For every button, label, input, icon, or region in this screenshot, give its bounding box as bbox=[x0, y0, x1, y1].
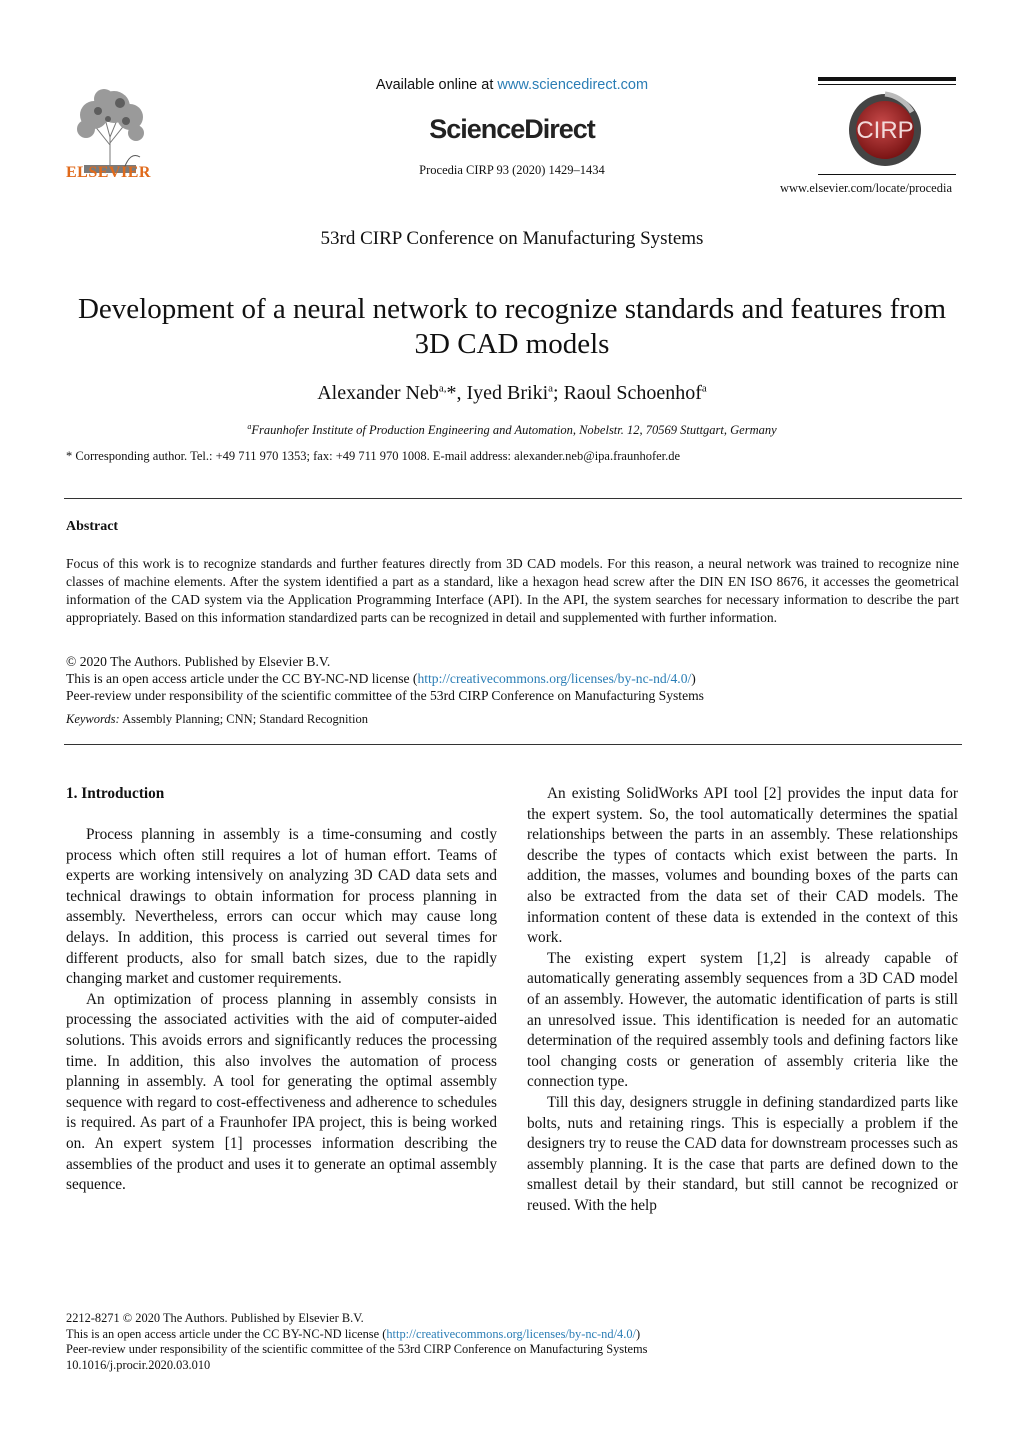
affiliation-mark: a bbox=[247, 422, 252, 431]
affiliation bbox=[0, 422, 1024, 438]
footer-license bbox=[66, 1327, 648, 1343]
abstract-text: Focus of this work is to recognize standards and further features directly from 3D CAD models. For this reason, a neural network was trained to recognize nine classes of machine elements. After the system identified a part as a standard, like a hexagon head screw after the DIN EN ISO 8676, it accesses the geometrical information of the CAD system via the Application Programming Interface (API). In the API, the system searches for necessary information to describe the part appropriately. Based on this information standardized parts can be recognized in detail and supplemented with further information. bbox=[66, 556, 959, 625]
sciencedirect-brand: ScienceDirect bbox=[429, 114, 595, 144]
keywords-list: Assembly Planning; CNN; Standard Recognition bbox=[119, 712, 368, 726]
author-affiliation-mark: a bbox=[701, 382, 707, 395]
elsevier-locate-link[interactable]: www.elsevier.com/locate/procedia bbox=[779, 181, 952, 195]
divider-bottom bbox=[64, 744, 962, 745]
divider-top bbox=[64, 498, 962, 499]
sciencedirect-link[interactable]: www.sciencedirect.com bbox=[497, 77, 649, 93]
footer-doi: 10.1016/j.procir.2020.03.010 bbox=[66, 1357, 211, 1372]
abstract-heading: Abstract bbox=[66, 519, 119, 534]
cirp-top-rule-thin bbox=[818, 84, 956, 85]
copyright-line: © 2020 The Authors. Published by Elsevier B.V. bbox=[66, 654, 331, 669]
author-separator: *, bbox=[446, 382, 467, 404]
author-name: Alexander Neb bbox=[317, 382, 439, 404]
cirp-top-rule bbox=[818, 77, 956, 81]
footer-license-prefix: This is an open access article under the CC BY-NC-ND license ( bbox=[66, 1326, 387, 1341]
available-prefix: Available online at bbox=[375, 77, 498, 93]
body-paragraph: An existing SolidWorks API tool [2] provides the input data for the expert system. So, the tool automatically determines the spatial relationships between the parts in an assembly. These relationships describe the types of contacts which exist between the parts. In addition, the masses, volumes and bounding boxes of the parts can also be extracted from the data set of their CAD models. The information content of these data is extended in the context of this work. bbox=[527, 785, 958, 947]
body-paragraph: An optimization of process planning in assembly consists in processing the associated activities with the aid of computer-aided solutions. This avoids errors and significantly reduces the processing time. In addition, this also involves the automation of process planning in assembly. A tool for generating the optimal assembly sequence with regard to cost-effectiveness and adherence to schedules is required. As part of a Fraunhofer IPA project, this is being worked on. An expert system [1] processes information describing the assemblies of the product and uses it to generate an optimal assembly sequence. bbox=[66, 990, 497, 1194]
cirp-logo bbox=[842, 90, 928, 170]
footer-peer-review: Peer-review under responsibility of the scientific committee of the 53rd CIRP Conference on Manufacturing Systems bbox=[66, 1342, 648, 1357]
publisher-logo-text: ELSEVIER bbox=[66, 164, 151, 181]
right-column bbox=[527, 784, 958, 1216]
body-paragraph: Process planning in assembly is a time-consuming and costly process which often still requires a lot of human effort. Teams of experts are working intensively on analyzing 3D CAD data sets and technical drawings to obtain information for process planning in assembly. Nevertheless, errors can occur which may cause long delays. In addition, this process is carried out several times for different products, also for small batch sizes, due to the rapidly changing market and customer requirements. bbox=[66, 826, 497, 988]
footer-copyright: 2212-8271 © 2020 The Authors. Published by Elsevier B.V. bbox=[66, 1311, 364, 1325]
cirp-bottom-rule bbox=[818, 174, 956, 175]
license-line bbox=[66, 670, 696, 688]
conference-name: 53rd CIRP Conference on Manufacturing Systems bbox=[320, 228, 704, 249]
footer-license-link[interactable]: http://creativecommons.org/licenses/by-nc-nd/4.0/ bbox=[386, 1326, 636, 1341]
author-name: Raoul Schoenhof bbox=[563, 382, 702, 404]
left-column bbox=[66, 825, 497, 1196]
author-separator: ; bbox=[553, 382, 564, 404]
license-link[interactable]: http://creativecommons.org/licenses/by-nc-nd/4.0/ bbox=[417, 671, 692, 686]
body-paragraph: Till this day, designers struggle in defining standardized parts like bolts, nuts and retaining rings. This is especially a problem if the designers try to reuse the CAD data for downstream processes such as assembly planning. It is the case that parts are defined down to the smallest detail by their standard, but still cannot be recognized or reused. With the help bbox=[527, 1093, 958, 1214]
license-prefix: This is an open access article under the CC BY-NC-ND license ( bbox=[66, 671, 418, 686]
keywords-label: Keywords: bbox=[66, 712, 120, 726]
affiliation-text: Fraunhofer Institute of Production Engineering and Automation, Nobelstr. 12, 70569 Stuttgart, Germany bbox=[251, 423, 777, 438]
author-name: Iyed Briki bbox=[466, 382, 549, 404]
journal-reference: Procedia CIRP 93 (2020) 1429–1434 bbox=[419, 163, 605, 177]
footer bbox=[66, 1311, 648, 1373]
license-suffix: ) bbox=[691, 671, 696, 686]
section-heading: 1. Introduction bbox=[66, 785, 165, 802]
body-paragraph: The existing expert system [1,2] is already capable of automatically generating assembly sequences from a 3D CAD model of an assembly. However, the automatic identification of parts is still an unresolved issue. This identification is needed for an automatic determination of the required assembly tools and defining factors like tool changing costs or generation of assembly criteria like the connection type. bbox=[527, 949, 958, 1091]
peer-review-line: Peer-review under responsibility of the scientific committee of the 53rd CIRP Conference on Manufacturing Systems bbox=[66, 688, 704, 703]
corresponding-author: * Corresponding author. Tel.: +49 711 970 1353; fax: +49 711 970 1008. E-mail address: alexander.neb@ipa.fraunhofer.de bbox=[66, 449, 681, 463]
cirp-logo-text: CIRP bbox=[856, 117, 914, 144]
footer-license-suffix: ) bbox=[635, 1326, 641, 1341]
keywords bbox=[66, 712, 368, 727]
paper-title: Development of a neural network to recognize standards and features from 3D CAD models bbox=[77, 293, 947, 360]
author-affiliation-mark: a, bbox=[438, 382, 447, 395]
author-list bbox=[0, 382, 1024, 405]
author-affiliation-mark: a bbox=[548, 382, 554, 395]
